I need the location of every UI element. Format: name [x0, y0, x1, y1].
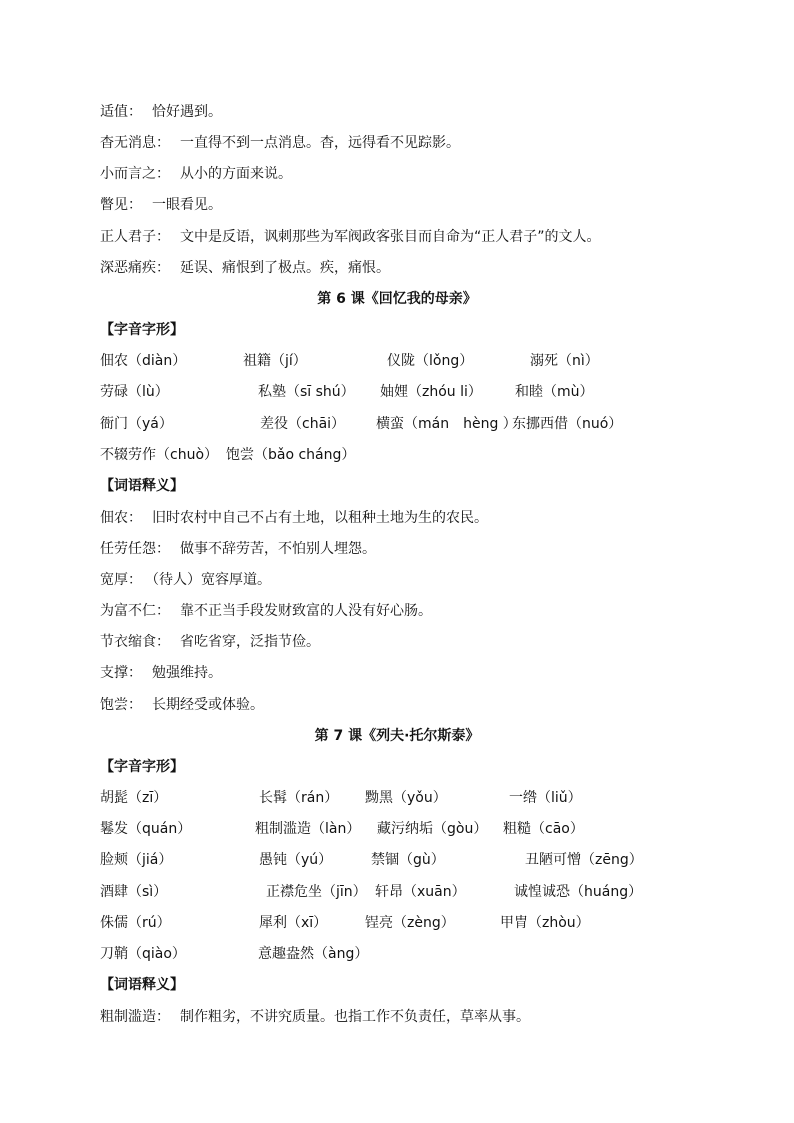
pronunciation-item: 刀鞘（qiào） — [100, 946, 186, 962]
pronunciation-item: 甲胄（zhòu） — [500, 915, 590, 931]
definition-line — [100, 258, 390, 278]
section-heading: 【词语释义】 — [100, 977, 184, 993]
colon: ： — [156, 1009, 170, 1025]
pronunciation-item: 脸颊（jiá） — [100, 852, 173, 868]
definition: 制作粗劣，不讲究质量。也指工作不负责任，草率从事。 — [180, 1009, 530, 1025]
definition: 勉强维持。 — [152, 665, 222, 681]
pronunciation-item: 酒肆（sì） — [100, 884, 168, 900]
colon: ： — [156, 166, 170, 182]
pronunciation-item: 粗制滥造（làn） — [255, 821, 361, 837]
definition-line — [100, 663, 222, 683]
colon: ： — [156, 135, 170, 151]
definition-line — [100, 133, 460, 153]
pronunciation-item: 衙门（yá） — [100, 416, 173, 432]
term: 小而言之 — [100, 166, 156, 182]
pronunciation-item: 藏污纳垢（gòu） — [377, 821, 488, 837]
term: 正人君子 — [100, 229, 156, 245]
pronunciation-item: 溺死（nì） — [530, 353, 599, 369]
term: 支撑 — [100, 665, 128, 681]
term: 粗制滥造 — [100, 1009, 156, 1025]
colon: ： — [128, 697, 142, 713]
term: 杳无消息 — [100, 135, 156, 151]
pronunciation-item: 劳碌（lù） — [100, 384, 169, 400]
pronunciation-item: 侏儒（rú） — [100, 915, 171, 931]
term: 节衣缩食 — [100, 634, 156, 650]
pronunciation-item: 私塾（sī shú） — [258, 384, 355, 400]
pronunciation-item: 诚惶诚恐（huáng） — [514, 884, 643, 900]
definition: 长期经受或体验。 — [152, 697, 264, 713]
colon: ： — [128, 510, 142, 526]
definition-line — [100, 508, 488, 528]
pronunciation-item: 锃亮（zèng） — [365, 915, 455, 931]
pronunciation-item: 横蛮（mán hèng ） — [376, 416, 517, 432]
colon: ： — [128, 104, 142, 120]
pronunciation-item: 佃农（diàn） — [100, 353, 187, 369]
pronunciation-item: 愚钝（yú） — [259, 852, 333, 868]
definition: 旧时农村中自己不占有土地，以租种土地为生的农民。 — [152, 510, 488, 526]
colon: ： — [156, 260, 170, 276]
definition: 省吃省穿，泛指节俭。 — [180, 634, 320, 650]
pronunciation-item: 差役（chāi） — [260, 416, 346, 432]
term: 饱尝 — [100, 697, 128, 713]
definition-line — [100, 195, 222, 215]
definition: 靠不正当手段发财致富的人没有好心肠。 — [180, 603, 432, 619]
definition-line — [100, 695, 264, 715]
pronunciation-item: 粗糙（cāo） — [503, 821, 584, 837]
definition-line — [100, 601, 432, 621]
pronunciation-item: 禁锢（gù） — [371, 852, 445, 868]
section-heading: 【字音字形】 — [100, 322, 184, 338]
lesson-title: 第 7 课《列夫·托尔斯泰》 — [314, 728, 480, 744]
definition-line — [100, 570, 271, 590]
pronunciation-item: 正襟危坐（jīn） — [266, 884, 367, 900]
pronunciation-item: 妯娌（zhóu li） — [380, 384, 482, 400]
pronunciation-item: 意趣盎然（àng） — [258, 946, 369, 962]
colon: ： — [156, 541, 170, 557]
definition: 做事不辞劳苦，不怕别人埋怨。 — [180, 541, 376, 557]
term: 佃农 — [100, 510, 128, 526]
pronunciation-item: 黝黑（yǒu） — [365, 790, 447, 806]
definition-line — [100, 102, 222, 122]
definition-line — [100, 632, 320, 652]
pronunciation-item: 鬈发（quán） — [100, 821, 192, 837]
lesson-title: 第 6 课《回忆我的母亲》 — [317, 291, 477, 307]
pronunciation-item: 轩昂（xuān） — [375, 884, 466, 900]
section-heading: 【词语释义】 — [100, 478, 184, 494]
definition-line — [100, 1007, 530, 1027]
section-heading: 【字音字形】 — [100, 759, 184, 775]
colon: ： — [128, 572, 142, 588]
colon: ： — [156, 634, 170, 650]
definition-line — [100, 227, 601, 247]
pronunciation-item: 一绺（liǔ） — [509, 790, 582, 806]
term: 宽厚 — [100, 572, 128, 588]
definition: 一眼看见。 — [152, 197, 222, 213]
definition-line — [100, 164, 292, 184]
pronunciation-item: 长髯（rán） — [259, 790, 339, 806]
pronunciation-item: 犀利（xī） — [259, 915, 328, 931]
term: 瞥见 — [100, 197, 128, 213]
term: 深恶痛疾 — [100, 260, 156, 276]
definition: （待人）宽容厚道。 — [152, 572, 271, 588]
pronunciation-item: 不辍劳作（chuò） — [100, 447, 219, 463]
colon: ： — [128, 197, 142, 213]
colon: ： — [156, 603, 170, 619]
definition: 延误、痛恨到了极点。疾，痛恨。 — [180, 260, 390, 276]
definition: 恰好遇到。 — [152, 104, 222, 120]
colon: ： — [156, 229, 170, 245]
pronunciation-item: 丑陋可憎（zēng） — [525, 852, 643, 868]
colon: ： — [128, 665, 142, 681]
pronunciation-item: 和睦（mù） — [515, 384, 594, 400]
term: 为富不仁 — [100, 603, 156, 619]
pronunciation-item: 祖籍（jí） — [243, 353, 307, 369]
pronunciation-item: 饱尝（bǎo cháng） — [226, 447, 356, 463]
term: 适值 — [100, 104, 128, 120]
pronunciation-item: 胡髭（zī） — [100, 790, 168, 806]
pronunciation-item: 仪陇（lǒng） — [387, 353, 474, 369]
pronunciation-item: 东挪西借（nuó） — [512, 416, 623, 432]
definition: 从小的方面来说。 — [180, 166, 292, 182]
definition: 文中是反语，讽刺那些为军阀政客张目而自命为“正人君子”的文人。 — [180, 229, 601, 245]
term: 任劳任怨 — [100, 541, 156, 557]
definition: 一直得不到一点消息。杳，远得看不见踪影。 — [180, 135, 460, 151]
definition-line — [100, 539, 376, 559]
